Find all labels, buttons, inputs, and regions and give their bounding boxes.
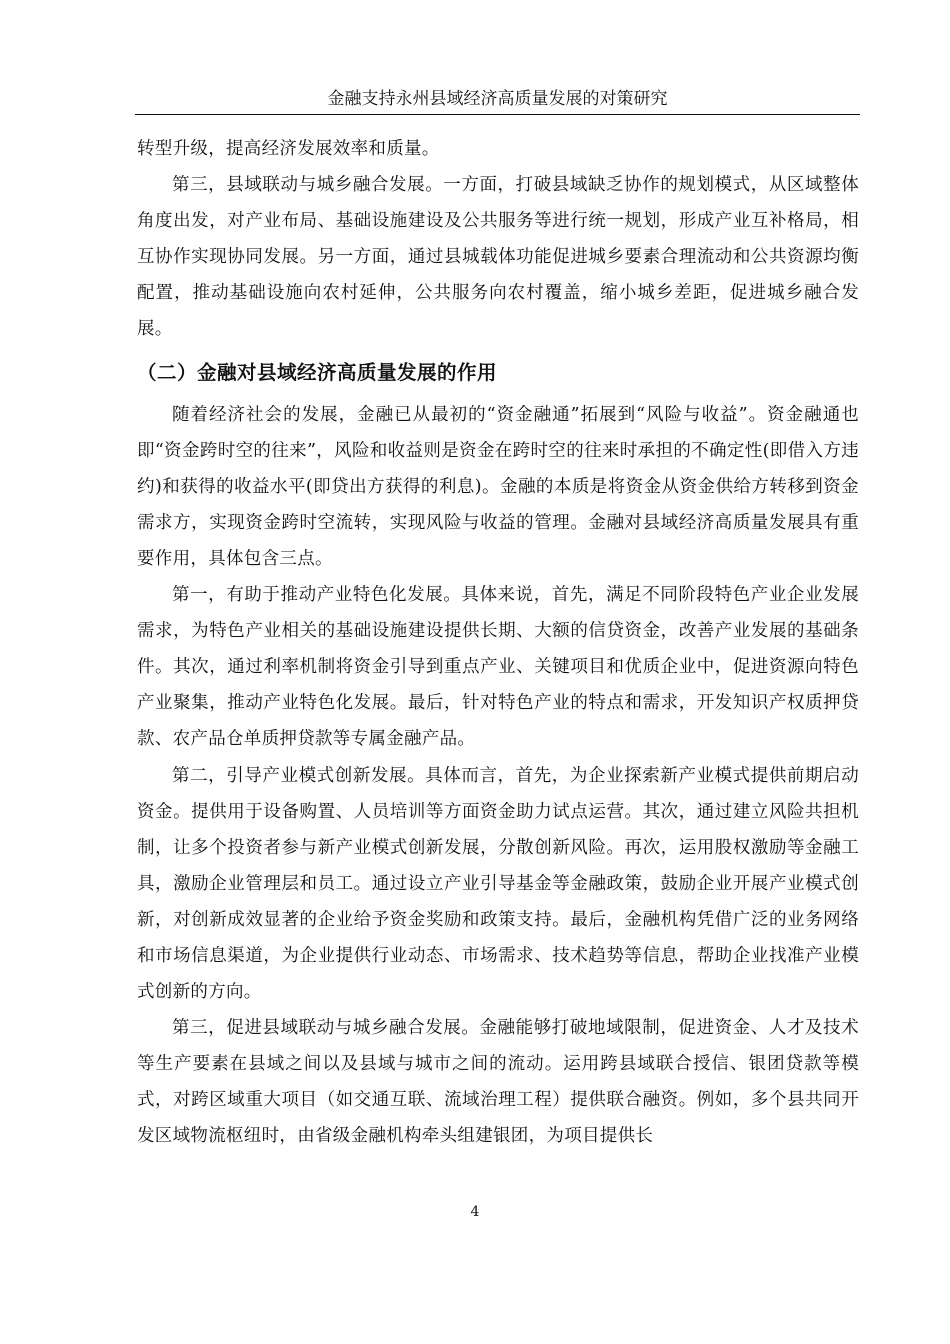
paragraph-county-linkage: 第三，县域联动与城乡融合发展。一方面，打破县域缺乏协作的规划模式，从区域整体角度出发，对产业布局、基础设施建设及公共服务等进行统一规划，形成产业互补格局，相互协作实现协同发展。另一方面，通过县城载体功能促进城乡要素合理流动和公共资源均衡配置，推动基础设施向农村延伸，公共服务向农村覆盖，缩小城乡差距，促进城乡融合发展。 bbox=[137, 175, 859, 340]
paragraph-point-three: 第三，促进县域联动与城乡融合发展。金融能够打破地域限制，促进资金、人才及技术等生产要素在县域之间以及县域与城市之间的流动。运用跨县域联合授信、银团贷款等模式，对跨区域重大项目（如交通互联、流域治理工程）提供联合融资。例如，多个县共同开发区域物流枢纽时，由省级金融机构牵头组建银团，为项目提供长 bbox=[137, 1018, 859, 1147]
running-header: 金融支持永州县域经济高质量发展的对策研究 bbox=[135, 84, 860, 115]
page-body bbox=[137, 131, 859, 1155]
paragraph-finance-role: 随着经济社会的发展，金融已从最初的“资金融通”拓展到“风险与收益”。资金融通也即“资金跨时空的往来”，风险和收益则是资金在跨时空的往来时承担的不确定性(即借入方违约)和获得的收益水平(即贷出方获得的利息)。金融的本质是将资金从资金供给方转移到资金需求方，实现资金跨时空流转，实现风险与收益的管理。金融对县域经济高质量发展具有重要作用，具体包含三点。 bbox=[137, 404, 859, 569]
paragraph-point-one: 第一，有助于推动产业特色化发展。具体来说，首先，满足不同阶段特色产业企业发展需求，为特色产业相关的基础设施建设提供长期、大额的信贷资金，改善产业发展的基础条件。其次，通过利率机制将资金引导到重点产业、关键项目和优质企业中，促进资源向特色产业聚集，推动产业特色化发展。最后，针对特色产业的特点和需求，开发知识产权质押贷款、农产品仓单质押贷款等专属金融产品。 bbox=[137, 585, 859, 750]
paragraph-continuation: 转型升级，提高经济发展效率和质量。 bbox=[137, 139, 440, 159]
page-number: 4 bbox=[470, 1204, 480, 1220]
paragraph-point-two: 第二，引导产业模式创新发展。具体而言，首先，为企业探索新产业模式提供前期启动资金。提供用于设备购置、人员培训等方面资金助力试点运营。其次，通过建立风险共担机制，让多个投资者参与新产业模式创新发展，分散创新风险。再次，运用股权激励等金融工具，激励企业管理层和员工。通过设立产业引导基金等金融政策，鼓励企业开展产业模式创新，对创新成效显著的企业给予资金奖励和政策支持。最后，金融机构凭借广泛的业务网络和市场信息渠道，为企业提供行业动态、市场需求、技术趋势等信息，帮助企业找准产业模式创新的方向。 bbox=[137, 765, 859, 1003]
section-heading: （二）金融对县域经济高质量发展的作用 bbox=[137, 360, 498, 384]
